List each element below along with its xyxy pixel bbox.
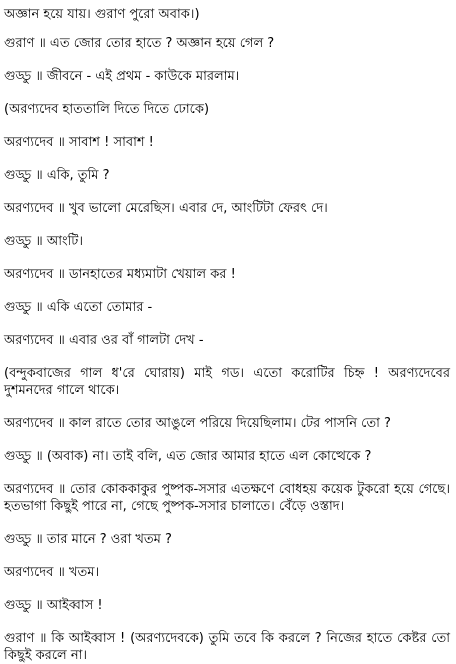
dialogue-line-aranyadeb: অরণ্যদেব ॥ তোর কোককাকুর পুষ্পক-সসার এতক্ষণে বোধহয় কয়েক টুকরো হয়ে গেছে। হতভাগা কিছুই পারে না, গেছে পুষ্পক-সসার চালাতে। বেঁড়ে ওস্তাদ।: [4, 482, 450, 514]
dialogue-line-aranyadeb: অরণ্যদেব ॥ খতম।: [4, 565, 100, 580]
dialogue-line-guddu: গুড্ডু ॥ (অবাক) না। তাই বলি, এত জোর আমার হাতে এল কোত্থেকে ?: [4, 449, 372, 464]
stage-direction: (বন্দুকবাজের গাল ধ'রে ঘোরায়) মাই গড। এতো করোটির চিহ্ন ! অরণ্যদেবের দুশমনদের গালে থাকে।: [4, 366, 450, 398]
stage-direction: অজ্ঞান হয়ে যায়। গুরাণ পুরো অবাক।): [4, 7, 200, 22]
dialogue-line-guddu: গুড্ডু ॥ একি এতো তোমার -: [4, 300, 153, 315]
dialogue-line-aranyadeb: অরণ্যদেব ॥ খুব ভালো মেরেছিস। এবার দে, আংটিটা ফেরৎ দে।: [4, 201, 328, 216]
dialogue-line-aranyadeb: অরণ্যদেব ॥ কাল রাতে তোর আঙুলে পরিয়ে দিয়েছিলাম। টের পাসনি তো ?: [4, 416, 391, 431]
dialogue-line-guddu: গুড্ডু ॥ একি, তুমি ?: [4, 168, 110, 183]
stage-direction: (অরণ্যদেব হাততালি দিতে দিতে ঢোকে): [4, 102, 210, 117]
dialogue-line-guddu: গুড্ডু ॥ জীবনে - এই প্রথম - কাউকে মারলাম।: [4, 69, 240, 84]
dialogue-line-aranyadeb: অরণ্যদেব ॥ ডানহাতের মধ্যমাটা খেয়াল কর !: [4, 267, 236, 282]
dialogue-line-guddu: গুড্ডু ॥ তার মানে ? ওরা খতম ?: [4, 532, 172, 547]
dialogue-line-guran: গুরাণ ॥ কি আইব্বাস ! (অরণ্যদেবকে) তুমি তবে কি করলে ? নিজের হাতে কেষ্টর তো কিছুই করলে না।: [4, 631, 450, 663]
dialogue-line-guddu: গুড্ডু ॥ আংটি।: [4, 234, 84, 249]
dialogue-line-aranyadeb: অরণ্যদেব ॥ সাবাশ ! সাবাশ !: [4, 135, 154, 150]
dialogue-line-guran: গুরাণ ॥ এত জোর তোর হাতে ? অজ্ঞান হয়ে গেল ?: [4, 36, 275, 51]
dialogue-line-aranyadeb: অরণ্যদেব ॥ এবার ওর বাঁ গালটা দেখ -: [4, 333, 204, 348]
dialogue-line-guddu: গুড্ডু ॥ আইব্বাস !: [4, 598, 103, 613]
